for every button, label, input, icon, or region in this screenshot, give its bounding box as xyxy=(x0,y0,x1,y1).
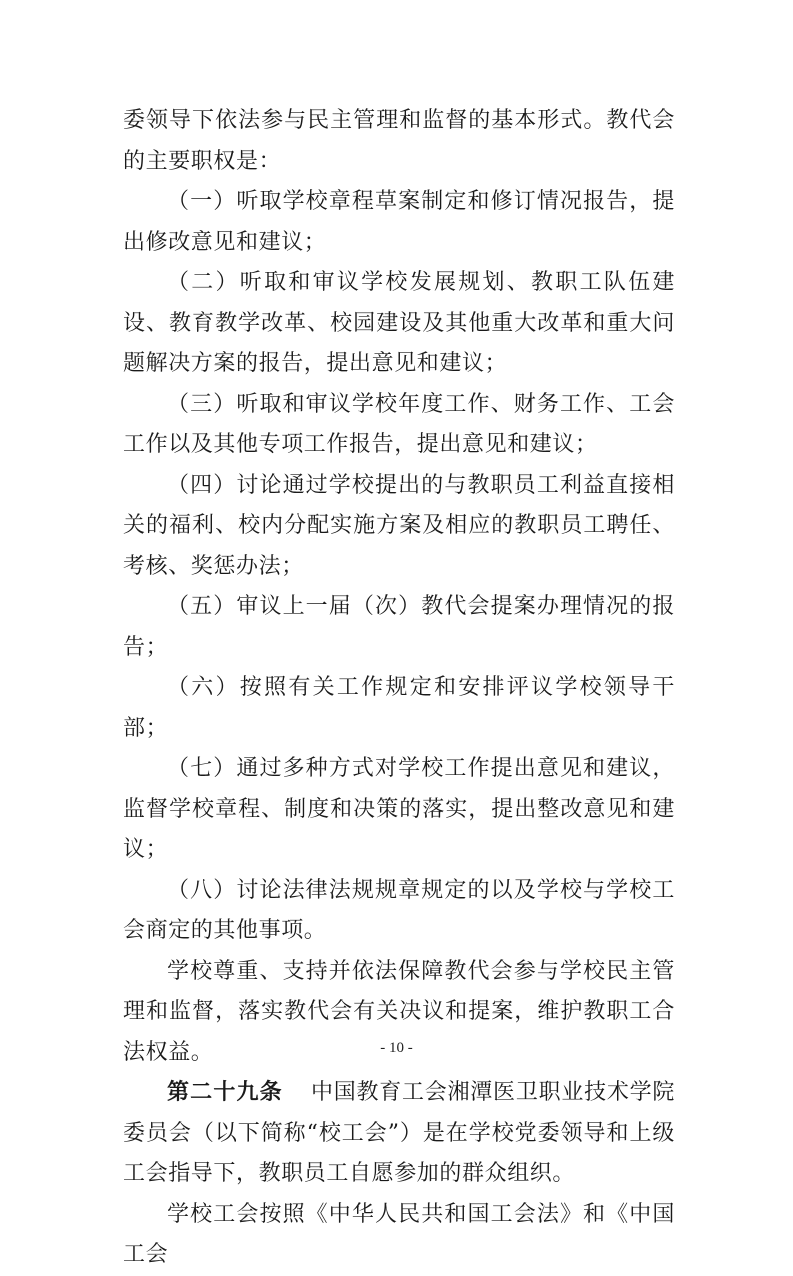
article-29-heading: 第二十九条 xyxy=(167,1080,283,1105)
intro-paragraph: 委领导下依法参与民主管理和监督的基本形式。教代会的主要职权是： xyxy=(123,108,675,174)
item-5-paragraph: （五）审议上一届（次）教代会提案办理情况的报告； xyxy=(123,594,675,660)
support-paragraph: 学校尊重、支持并依法保障教代会参与学校民主管理和监督，落实教代会有关决议和提案，维护教职工合法权益。 xyxy=(123,958,675,1065)
item-2-paragraph: （二）听取和审议学校发展规划、教职工队伍建设、教育教学改革、校园建设及其他重大改革和重大问题解决方案的报告，提出意见和建议； xyxy=(123,270,675,376)
item-8-paragraph: （八）讨论法律法规规章规定的以及学校与学校工会商定的其他事项。 xyxy=(123,877,675,943)
document-body xyxy=(123,101,675,1276)
article-29-paragraph xyxy=(123,1073,675,1195)
final-paragraph: 学校工会按照《中华人民共和国工会法》和《中国工会 xyxy=(123,1201,675,1267)
item-3-paragraph: （三）听取和审议学校年度工作、财务工作、工会工作以及其他专项工作报告，提出意见和建议； xyxy=(123,391,675,457)
item-4-paragraph: （四）讨论通过学校提出的与教职员工利益直接相关的福利、校内分配实施方案及相应的教职员工聘任、考核、奖惩办法； xyxy=(123,472,675,579)
item-6-paragraph: （六）按照有关工作规定和安排评议学校领导干部； xyxy=(123,675,675,741)
item-7-paragraph: （七）通过多种方式对学校工作提出意见和建议，监督学校章程、制度和决策的落实，提出整改意见和建议； xyxy=(123,756,675,862)
item-1-paragraph: （一）听取学校章程草案制定和修订情况报告，提出修改意见和建议； xyxy=(123,189,675,255)
article-29-body: 中国教育工会湘潭医卫职业技术学院委员会（以下简称“校工会”）是在学校党委领导和上级工会指导下，教职员工自愿参加的群众组织。 xyxy=(123,1080,675,1186)
page-number: - 10 - xyxy=(380,1040,413,1056)
